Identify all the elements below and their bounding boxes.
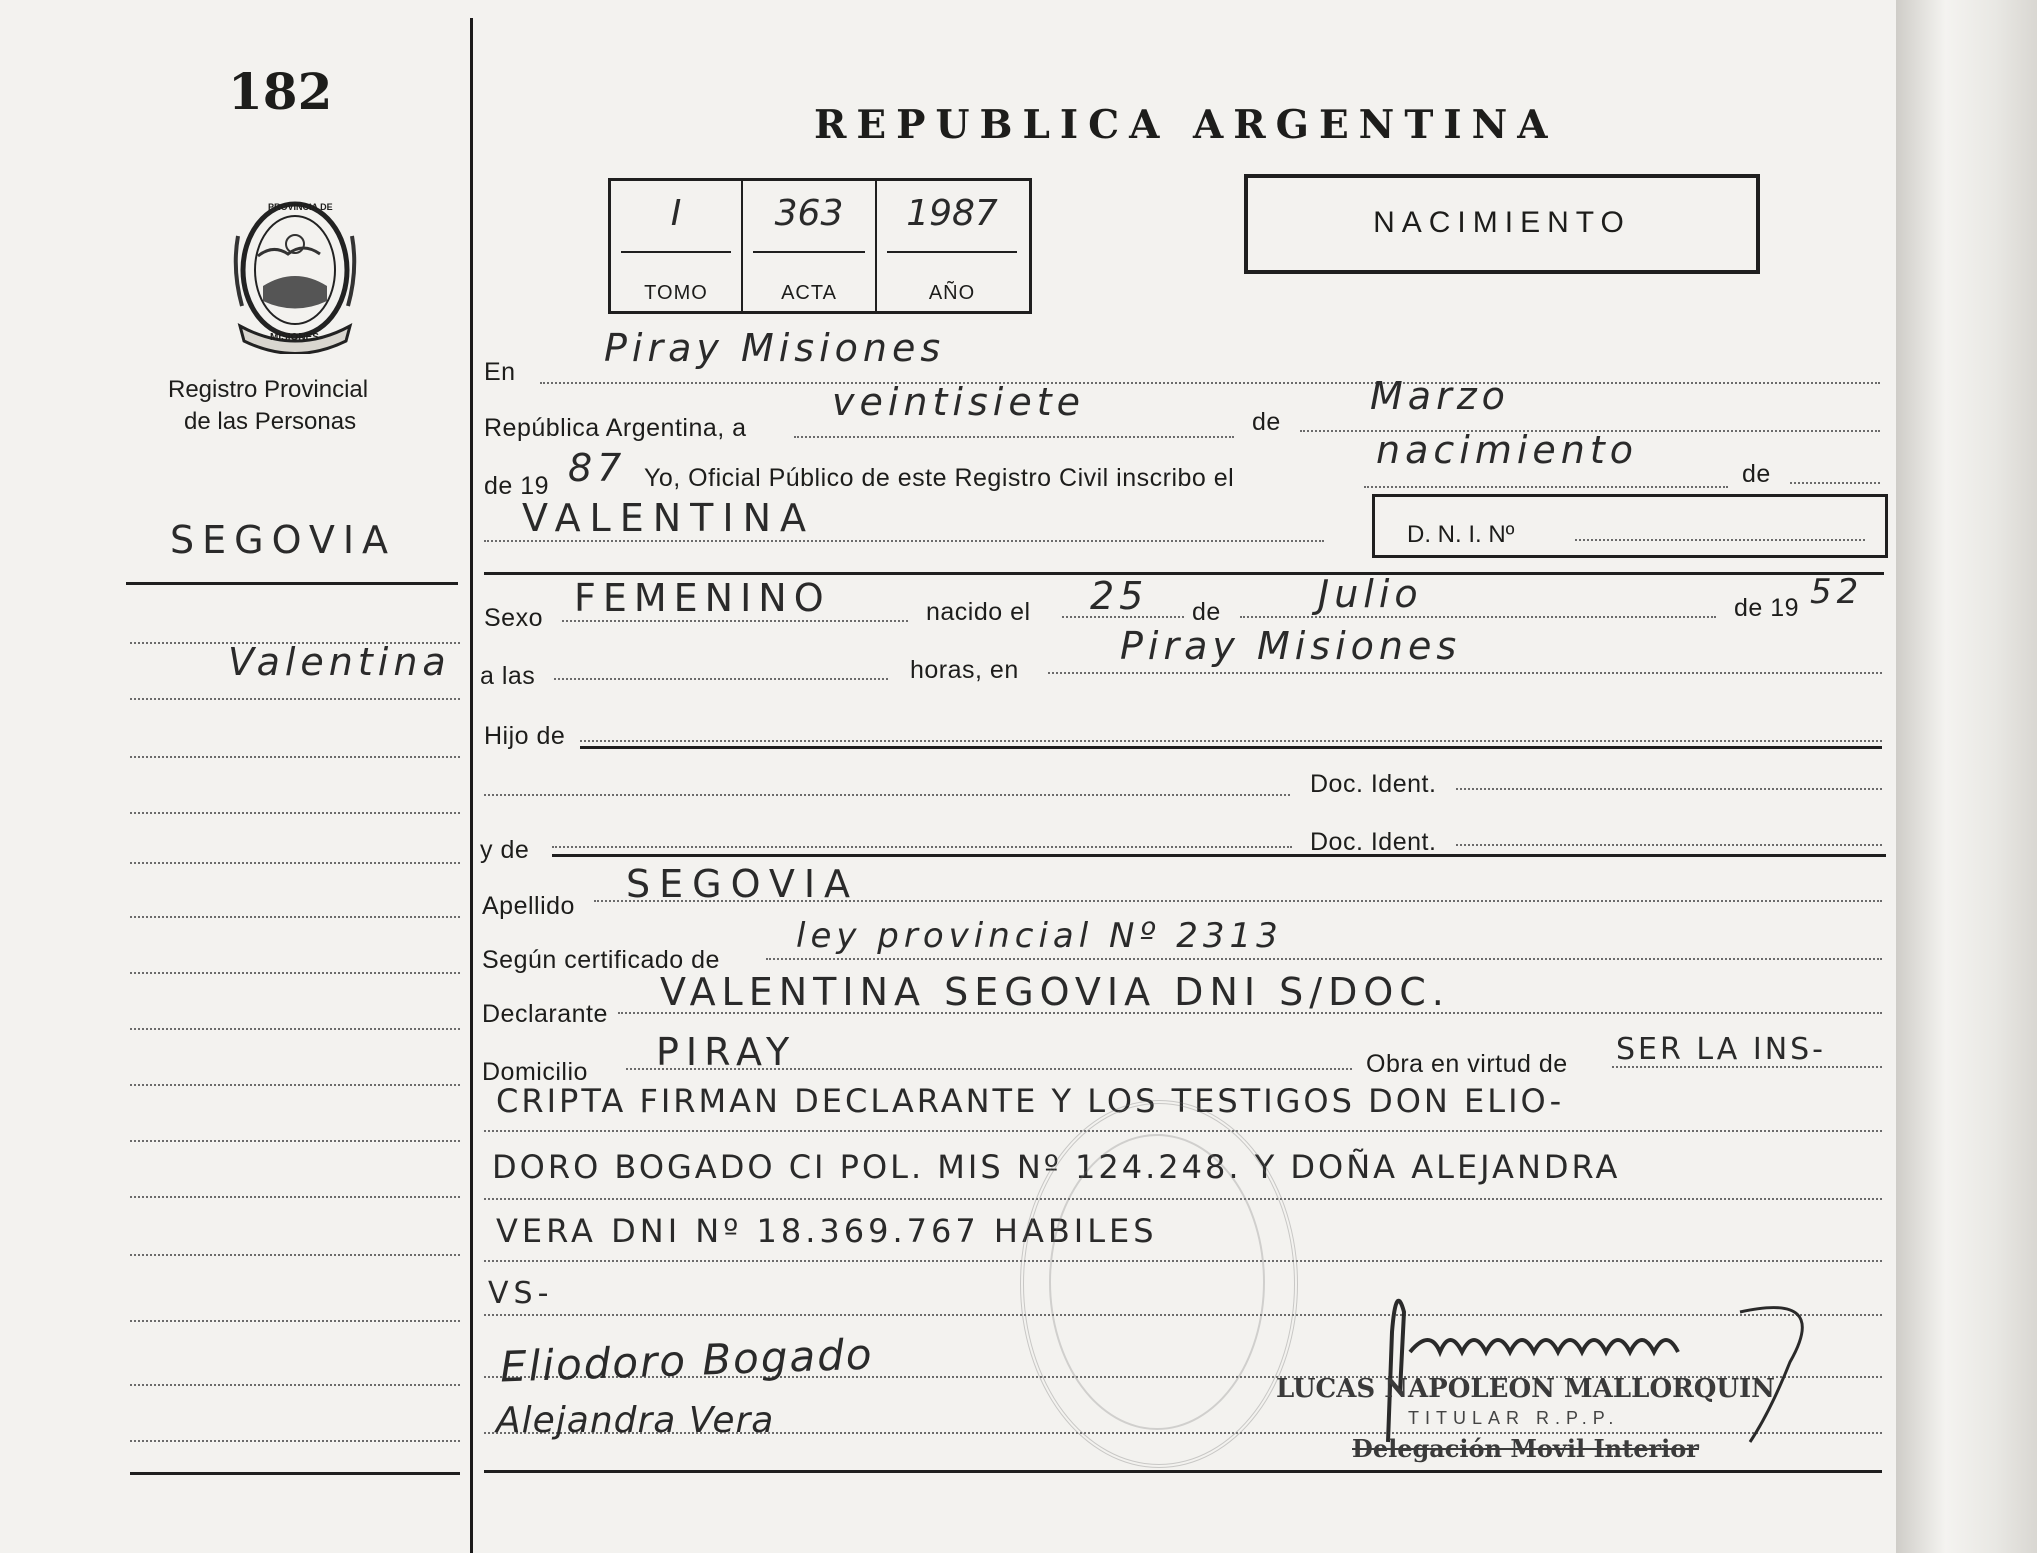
fill-line bbox=[1048, 672, 1882, 674]
tomo-label: TOMO bbox=[644, 282, 708, 304]
fill-line bbox=[540, 382, 1880, 384]
text-line-2: DORO BOGADO CI POL. MIS Nº 124.248. Y DOÑA ALEJANDRA bbox=[492, 1148, 1621, 1186]
month-value: Marzo bbox=[1370, 374, 1510, 418]
document-type: NACIMIENTO bbox=[1373, 206, 1631, 239]
fill-line bbox=[552, 846, 1292, 848]
acta-label: ACTA bbox=[781, 282, 837, 304]
dni-box bbox=[1372, 494, 1888, 558]
birth-year-suffix: 52 bbox=[1810, 572, 1864, 612]
declarante-label: Declarante bbox=[482, 1000, 608, 1028]
margin-line bbox=[130, 1028, 460, 1030]
section-rule bbox=[552, 854, 1886, 857]
fill-line bbox=[484, 540, 1324, 542]
fill-line bbox=[766, 958, 1882, 960]
declarante-value: VALENTINA SEGOVIA DNI S/DOC. bbox=[660, 970, 1450, 1014]
de19-label: de 19 bbox=[484, 472, 550, 500]
fill-line bbox=[1456, 844, 1882, 846]
birth-day: 25 bbox=[1090, 574, 1149, 618]
fill-line bbox=[562, 620, 908, 622]
de-label: de bbox=[1252, 408, 1281, 436]
margin-rule-bottom bbox=[130, 1472, 460, 1475]
margin-line bbox=[130, 1384, 460, 1386]
cell-rule bbox=[621, 251, 731, 253]
fill-line bbox=[580, 740, 1882, 742]
registry-name-line2: de las Personas bbox=[184, 408, 357, 435]
section-rule bbox=[580, 746, 1882, 749]
nacido-label: nacido el bbox=[926, 598, 1031, 626]
fill-line bbox=[1364, 486, 1728, 488]
margin-line bbox=[130, 916, 460, 918]
document-title: REPUBLICA ARGENTINA bbox=[814, 102, 1558, 148]
witness-signature-2: Alejandra Vera bbox=[496, 1400, 775, 1441]
margin-line bbox=[130, 1140, 460, 1142]
birth-month: Julio bbox=[1318, 572, 1423, 616]
year-suffix: 87 bbox=[568, 446, 627, 490]
doc-ident-label: Doc. Ident. bbox=[1310, 770, 1437, 798]
de-label-3: de bbox=[1192, 598, 1221, 626]
sexo-label: Sexo bbox=[484, 604, 543, 632]
cell-rule bbox=[753, 251, 865, 253]
page-edge bbox=[1896, 0, 2037, 1553]
margin-line bbox=[130, 1084, 460, 1086]
en-label: En bbox=[484, 358, 516, 386]
margin-line bbox=[130, 698, 460, 700]
cell-rule bbox=[887, 251, 1017, 253]
yde-label: y de bbox=[480, 836, 530, 864]
vs-mark: VS- bbox=[488, 1276, 554, 1311]
margin-line bbox=[130, 642, 460, 644]
fill-line bbox=[1240, 616, 1716, 618]
apellido-value: SEGOVIA bbox=[626, 862, 860, 906]
margin-line bbox=[130, 756, 460, 758]
official-seal bbox=[1020, 1100, 1298, 1468]
apellido-label: Apellido bbox=[482, 892, 575, 920]
tomo-cell bbox=[611, 181, 743, 311]
fill-line bbox=[554, 678, 888, 680]
margin-rule-top bbox=[126, 582, 458, 585]
emblem-text-top: PROVINCIA DE bbox=[268, 202, 333, 212]
en-value: Piray Misiones bbox=[604, 326, 946, 370]
sexo-value: FEMENINO bbox=[574, 576, 831, 620]
de19-label-2: de 19 bbox=[1734, 594, 1800, 622]
alas-label: a las bbox=[480, 662, 536, 690]
margin-line bbox=[130, 1440, 460, 1442]
inscribo-value: nacimiento bbox=[1376, 428, 1639, 472]
fill-line bbox=[1790, 482, 1880, 484]
segun-label: Según certificado de bbox=[482, 946, 720, 974]
republica-label: República Argentina, a bbox=[484, 414, 747, 442]
day-value: veintisiete bbox=[832, 380, 1085, 424]
anio-label: AÑO bbox=[928, 282, 976, 304]
obra-label: Obra en virtud de bbox=[1366, 1050, 1568, 1078]
text-line-3: VERA DNI Nº 18.369.767 HABILES bbox=[496, 1212, 1158, 1250]
witness-signature-1: Eliodoro Bogado bbox=[499, 1329, 875, 1392]
domicilio-value: PIRAY bbox=[656, 1030, 797, 1074]
fill-line bbox=[1575, 539, 1865, 541]
segun-value: ley provincial Nº 2313 bbox=[796, 916, 1283, 956]
margin-line bbox=[130, 972, 460, 974]
fill-line bbox=[484, 794, 1290, 796]
birth-place: Piray Misiones bbox=[1120, 624, 1462, 668]
margin-given-name: Valentina bbox=[228, 640, 451, 684]
dni-label: D. N. I. Nº bbox=[1407, 521, 1515, 548]
obra-value: SER LA INS- bbox=[1616, 1032, 1826, 1067]
seal-inner-ring bbox=[1049, 1134, 1265, 1430]
hijo-label: Hijo de bbox=[484, 722, 566, 750]
inscribo-label: Yo, Oficial Público de este Registro Civil inscribo el bbox=[644, 464, 1235, 492]
registry-id-table bbox=[608, 178, 1032, 314]
official-name: LUCAS NAPOLEON MALLORQUIN bbox=[1276, 1374, 1775, 1404]
text-line-1: CRIPTA FIRMAN DECLARANTE Y LOS TESTIGOS DON ELIO- bbox=[496, 1082, 1565, 1120]
section-rule bbox=[484, 572, 1884, 575]
bottom-rule bbox=[484, 1470, 1882, 1473]
document-type-box bbox=[1244, 174, 1760, 274]
provincial-emblem bbox=[228, 196, 362, 354]
acta-cell bbox=[743, 181, 877, 311]
emblem-text-bottom: MISIONES bbox=[270, 332, 319, 343]
fill-line bbox=[1456, 788, 1882, 790]
page-number: 182 bbox=[228, 62, 333, 121]
registry-name-line1: Registro Provincial bbox=[168, 376, 369, 403]
acta-value: 363 bbox=[774, 193, 844, 234]
margin-line bbox=[130, 1254, 460, 1256]
margin-line bbox=[130, 1196, 460, 1198]
official-office: Delegación Movil Interior bbox=[1352, 1434, 1699, 1463]
horas-label: horas, en bbox=[910, 656, 1019, 684]
name-value: VALENTINA bbox=[522, 496, 816, 540]
official-title: TITULAR R.P.P. bbox=[1408, 1408, 1620, 1428]
anio-value: 1987 bbox=[906, 193, 998, 234]
de-label-2: de bbox=[1742, 460, 1771, 488]
margin-line bbox=[130, 862, 460, 864]
margin-surname: SEGOVIA bbox=[170, 518, 397, 562]
margin-line bbox=[130, 1320, 460, 1322]
column-divider bbox=[470, 18, 473, 1553]
fill-line bbox=[794, 436, 1234, 438]
domicilio-label: Domicilio bbox=[482, 1058, 588, 1086]
tomo-value: I bbox=[670, 193, 682, 234]
margin-line bbox=[130, 812, 460, 814]
anio-cell bbox=[877, 181, 1027, 311]
doc-ident-label-2: Doc. Ident. bbox=[1310, 828, 1437, 856]
